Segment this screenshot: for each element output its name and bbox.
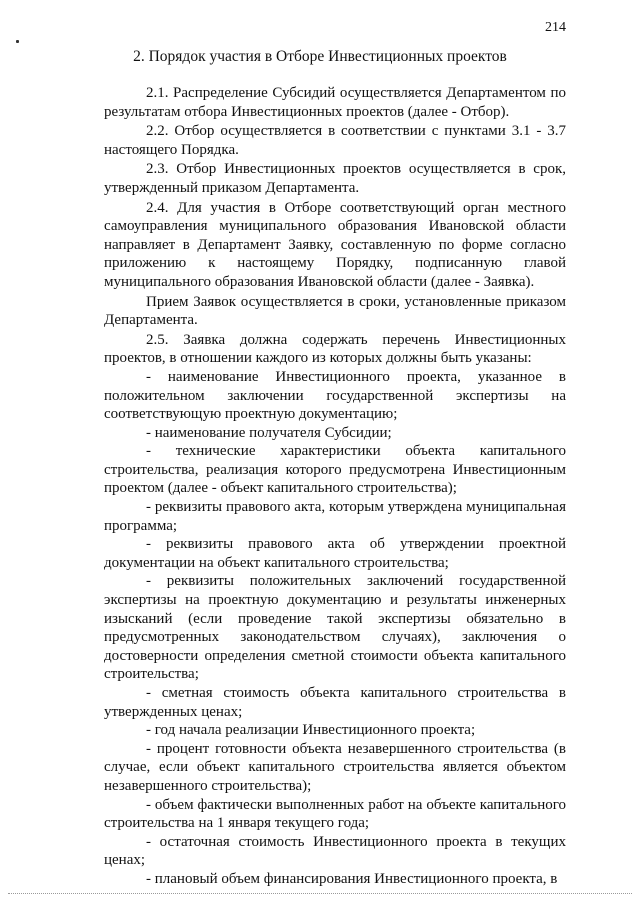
page-number: 214: [545, 20, 566, 35]
document-body: [104, 84, 566, 889]
list-item: - технические характеристики объекта капитального строительства, реализация которого предусмотрена Инвестиционным проектом (далее - объект капитального строительства);: [104, 443, 566, 497]
paragraph-applications: Прием Заявок осуществляется в сроки, установленные приказом Департамента.: [104, 293, 566, 329]
paragraph-2-4: 2.4. Для участия в Отборе соответствующий орган местного самоуправления муниципального образования Ивановской области направляет в Департамент Заявку, составленную по форме согласно приложению к настоящему Порядку, подписанную главой муниципального образования Ивановской области (далее - Заявка).: [104, 199, 566, 290]
list-item: - реквизиты правового акта об утверждении проектной документации на объект капитального строительства;: [104, 536, 566, 571]
list-item: - реквизиты положительных заключений государственной экспертизы на проектную документацию и результаты инженерных изысканий (если проведение такой экспертизы обязательно в предусмотренных законодательством случаях), заключения о достоверности определения сметной стоимости объекта капитального строительства;: [104, 573, 566, 683]
paragraph-2-2: 2.2. Отбор осуществляется в соответствии с пунктами 3.1 - 3.7 настоящего Порядка.: [104, 123, 566, 158]
scan-edge-line: [8, 893, 632, 895]
paragraph-2-5: 2.5. Заявка должна содержать перечень Инвестиционных проектов, в отношении каждого из которых должны быть указаны:: [104, 331, 566, 367]
section-heading: 2. Порядок участия в Отборе Инвестиционных проектов: [133, 48, 507, 65]
list-item: - сметная стоимость объекта капитального строительства в утвержденных ценах;: [104, 685, 566, 720]
list-item: - процент готовности объекта незавершенного строительства (в случае, если объект капитального строительства является объектом незавершенного строительства);: [104, 740, 566, 794]
list-item: - наименование Инвестиционного проекта, указанное в положительном заключении государственной экспертизы на соответствующую проектную документацию;: [104, 368, 566, 423]
paragraph-2-1: 2.1. Распределение Субсидий осуществляется Департаментом по результатам отбора Инвестиционных проектов (далее - Отбор).: [104, 85, 566, 120]
list-item: - год начала реализации Инвестиционного проекта;: [146, 722, 476, 739]
list-item: - объем фактически выполненных работ на объекте капитального строительства на 1 января текущего года;: [104, 796, 566, 832]
list-item: - наименование получателя Субсидии;: [146, 424, 392, 441]
paragraph-2-3: 2.3. Отбор Инвестиционных проектов осуществляется в срок, утвержденный приказом Департамента.: [104, 161, 566, 196]
scan-speck: [16, 40, 19, 43]
list-item: - плановый объем финансирования Инвестиционного проекта, в: [146, 870, 558, 887]
list-item: - реквизиты правового акта, которым утверждена муниципальная программа;: [104, 499, 566, 534]
list-item: - остаточная стоимость Инвестиционного проекта в текущих ценах;: [104, 833, 566, 869]
